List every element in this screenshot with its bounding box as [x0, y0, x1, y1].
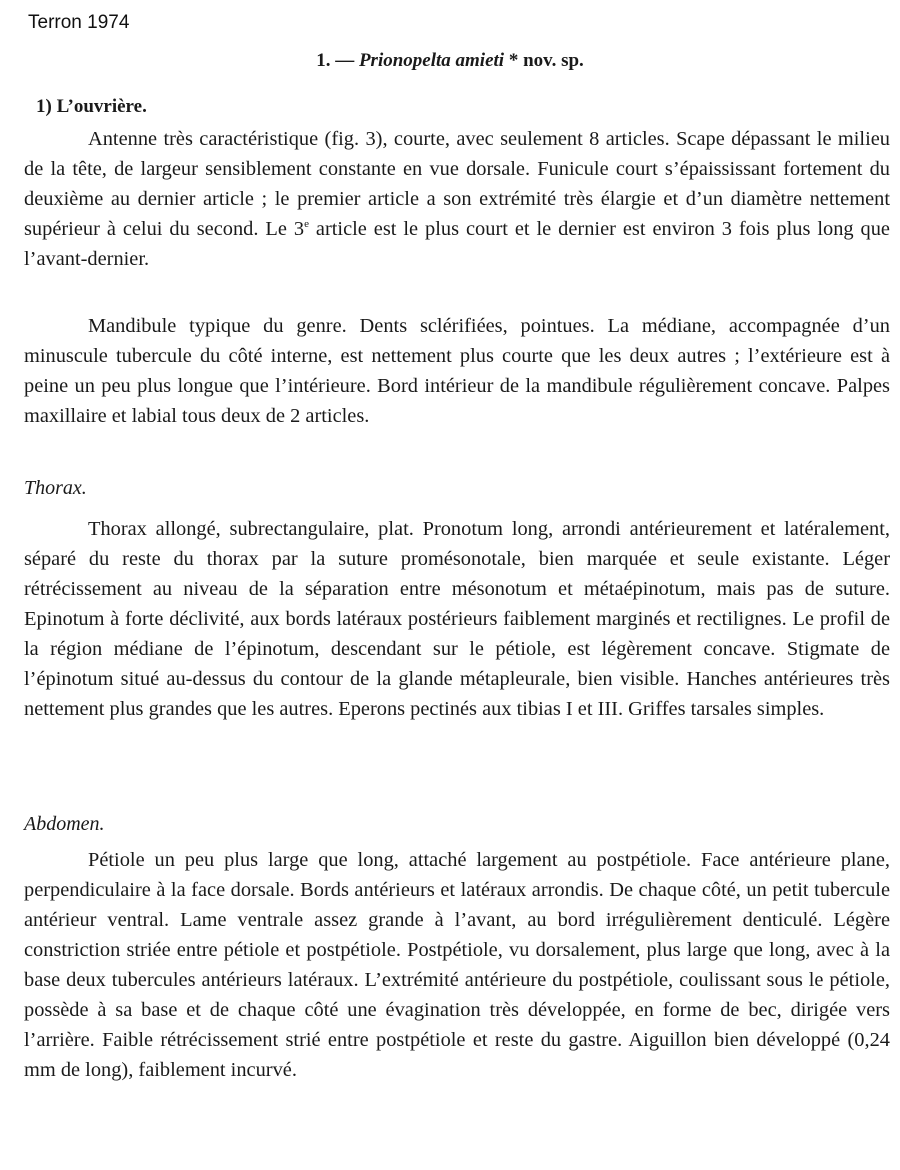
- paragraph-antenna: [24, 124, 890, 274]
- paragraph-abdomen: Pétiole un peu plus large que long, attaché largement au postpétiole. Face antérieure plane, perpendiculaire à la face dorsale. Bords antérieurs et latéraux arrondis. De chaque côté, un petit tubercule antérieur ventral. Lame ventrale assez grande à l’avant, au bord irrégulièrement denticulé. Légère constriction striée entre pétiole et postpétiole. Postpétiole, vu dorsalement, plus large que long, avec à la base deux tubercules antérieurs latéraux. L’extrémité antérieure du postpétiole, coulissant sous le pétiole, possède à sa base et de chaque côté une évagination très développée, en forme de bec, dirigée vers l’arrière. Faible rétrécissement strié entre postpétiole et reste du gastre. Aiguillon bien développé (0,24 mm de long), faiblement incurvé.: [24, 849, 890, 1081]
- title-suffix: * nov. sp.: [508, 50, 584, 71]
- title-number: 1. —: [316, 50, 355, 71]
- paragraph-thorax: Thorax allongé, subrectangulaire, plat. Pronotum long, arrondi antérieurement et latéralement, séparé du reste du thorax par la suture promésonotale, bien marquée et seule existante. Léger rétrécissement au niveau de la séparation entre mésonotum et métaépinotum, mais pas de suture. Epinotum à forte déclivité, aux bords latéraux postérieurs faiblement marginés et rectilignes. Le profil de la région médiane de l’épinotum, descendant sur le pétiole, est légèrement concave. Stigmate de l’épinotum situé au-dessus du contour de la glande métapleurale, bien visible. Hanches antérieures très nettement plus grandes que les autres. Eperons pectinés aux tibias I et III. Griffes tarsales simples.: [24, 518, 890, 720]
- section-heading-worker: 1) L’ouvrière.: [36, 96, 147, 117]
- abdomen-heading: Abdomen.: [24, 813, 105, 835]
- antenna-text-a: Antenne très caractéristique (fig. 3), courte, avec seulement 8 articles. Scape dépassant le milieu de la tête, de largeur sensiblement constante en vue dorsale. Funicule court s’épaississant fortement du deuxième au dernier article ; le premier article a son extrémité très élargie et d’un diamètre nettement supérieur à celui du second. Le 3: [24, 128, 890, 240]
- antenna-superscript: e: [304, 218, 309, 231]
- title-species-name: Prionopelta amieti: [358, 50, 505, 71]
- paragraph-mandible: Mandibule typique du genre. Dents sclérifiées, pointues. La médiane, accompagnée d’un minuscule tubercule du côté interne, est nettement plus courte que les deux autres ; l’extérieure est à peine un peu plus longue que l’intérieure. Bord intérieur de la mandibule régulièrement concave. Palpes maxillaire et labial tous deux de 2 articles.: [24, 315, 890, 427]
- source-label: Terron 1974: [28, 12, 130, 33]
- species-title: [0, 50, 900, 72]
- thorax-heading: Thorax.: [24, 477, 87, 499]
- antenna-text-b: article est le plus court et le dernier est environ 3 fois plus long que l’avant-dernier.: [24, 218, 890, 270]
